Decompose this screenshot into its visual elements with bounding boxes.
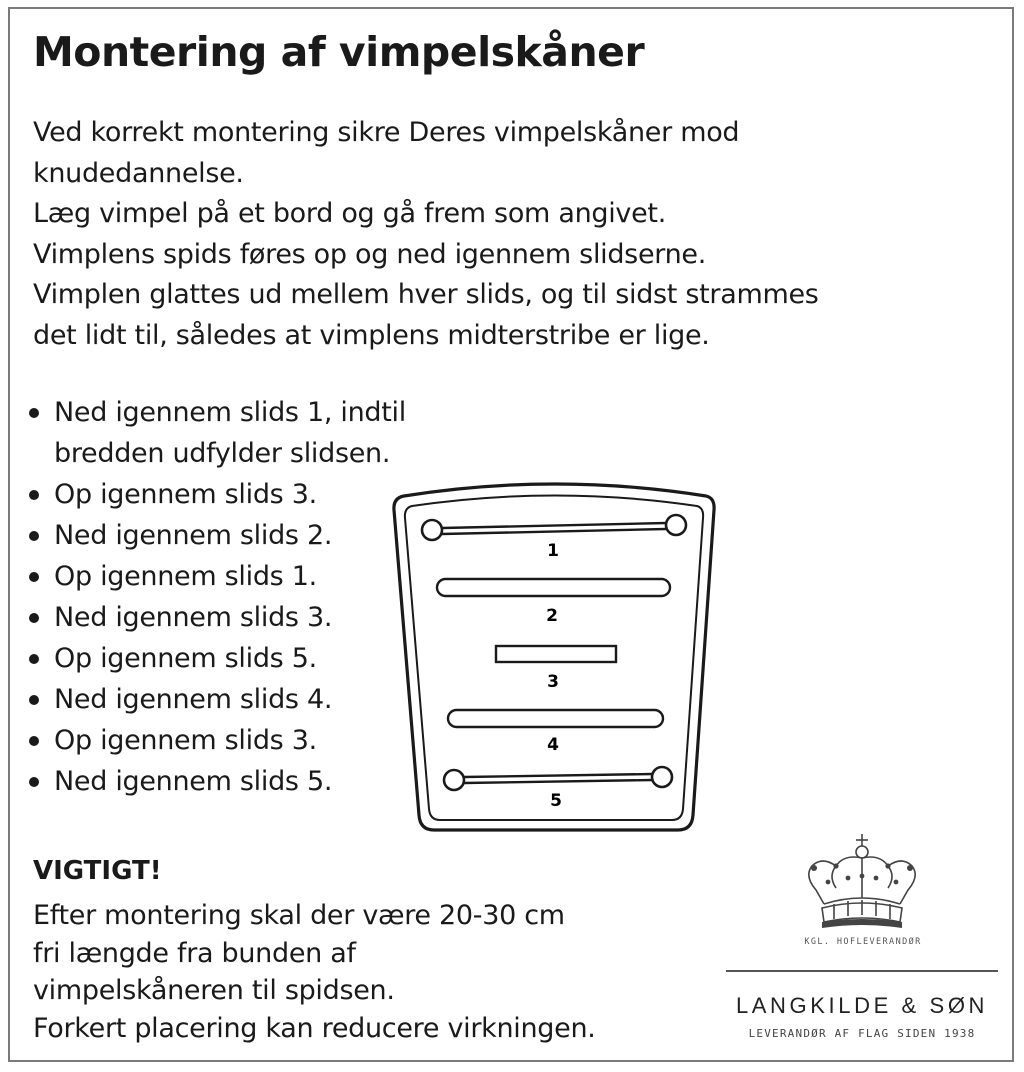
warning-line: Efter montering skal der være 20-30 cm	[33, 900, 565, 931]
step-text: Op igennem slids 3.	[54, 725, 317, 756]
slot-4	[448, 710, 663, 727]
slot-2	[437, 579, 670, 596]
slot-label-3: 3	[547, 672, 559, 692]
step-item	[27, 679, 406, 720]
bullet-icon	[29, 490, 39, 500]
step-text: Ned igennem slids 5.	[54, 766, 333, 797]
logo-tagline: KGL. HOFLEVERANDØR	[804, 937, 922, 947]
step-text-continued: bredden udfylder slidsen.	[54, 438, 391, 469]
step-item	[27, 761, 406, 802]
slot-label-1: 1	[547, 541, 559, 561]
step-text: Ned igennem slids 1, indtil	[54, 397, 406, 428]
step-text: Ned igennem slids 2.	[54, 520, 333, 551]
bullet-icon	[29, 736, 39, 746]
slot-3	[496, 646, 616, 662]
step-text: Op igennem slids 1.	[54, 561, 317, 592]
brand-name: LANGKILDE & SØN	[735, 993, 989, 1018]
step-item	[27, 556, 406, 597]
crown-icon	[800, 832, 924, 932]
bullet-icon	[29, 654, 39, 664]
step-item	[27, 597, 406, 638]
pennant-protector-diagram	[390, 478, 720, 840]
intro-text	[33, 113, 933, 356]
step-text: Ned igennem slids 4.	[54, 684, 333, 715]
step-text: Op igennem slids 3.	[54, 479, 317, 510]
slot-label-2: 2	[546, 606, 558, 626]
step-item	[27, 638, 406, 679]
slot-5	[444, 767, 672, 790]
steps-list	[27, 392, 406, 802]
intro-line: Læg vimpel på et bord og gå frem som angivet.	[33, 198, 666, 229]
brand-subtitle: LEVERANDØR AF FLAG SIDEN 1938	[748, 1027, 976, 1040]
intro-line: knudedannelse.	[33, 157, 244, 189]
warning-line: fri længde fra bunden af	[33, 937, 356, 969]
slot-label-4: 4	[547, 735, 559, 755]
step-item	[27, 515, 406, 556]
intro-line: Vimplens spids føres op og ned igennem slidserne.	[33, 238, 706, 270]
bullet-icon	[29, 531, 39, 541]
step-text: Ned igennem slids 3.	[54, 602, 333, 633]
slot-label-5: 5	[550, 791, 562, 811]
intro-line: Vimplen glattes ud mellem hver slids, og til sidst strammes	[33, 279, 819, 310]
bullet-icon	[29, 408, 39, 418]
bullet-icon	[29, 777, 39, 787]
bullet-icon	[29, 572, 39, 582]
intro-line: Ved korrekt montering sikre Deres vimpelskåner mod	[33, 117, 740, 148]
slot-1	[422, 515, 686, 540]
warning-line: Forkert placering kan reducere virkningen.	[33, 1012, 596, 1044]
step-text: Op igennem slids 5.	[54, 643, 317, 674]
step-item	[27, 392, 406, 474]
step-item	[27, 474, 406, 515]
page-title: Montering af vimpelskåner	[33, 28, 645, 76]
warning-text	[33, 897, 596, 1047]
bullet-icon	[29, 613, 39, 623]
intro-line: det lidt til, således at vimplens midterstribe er lige.	[33, 319, 710, 351]
warning-title: VIGTIGT!	[33, 856, 162, 886]
warning-line: vimpelskåneren til spidsen.	[33, 975, 395, 1006]
logo-divider	[726, 970, 998, 972]
step-item	[27, 720, 406, 761]
bullet-icon	[29, 695, 39, 705]
